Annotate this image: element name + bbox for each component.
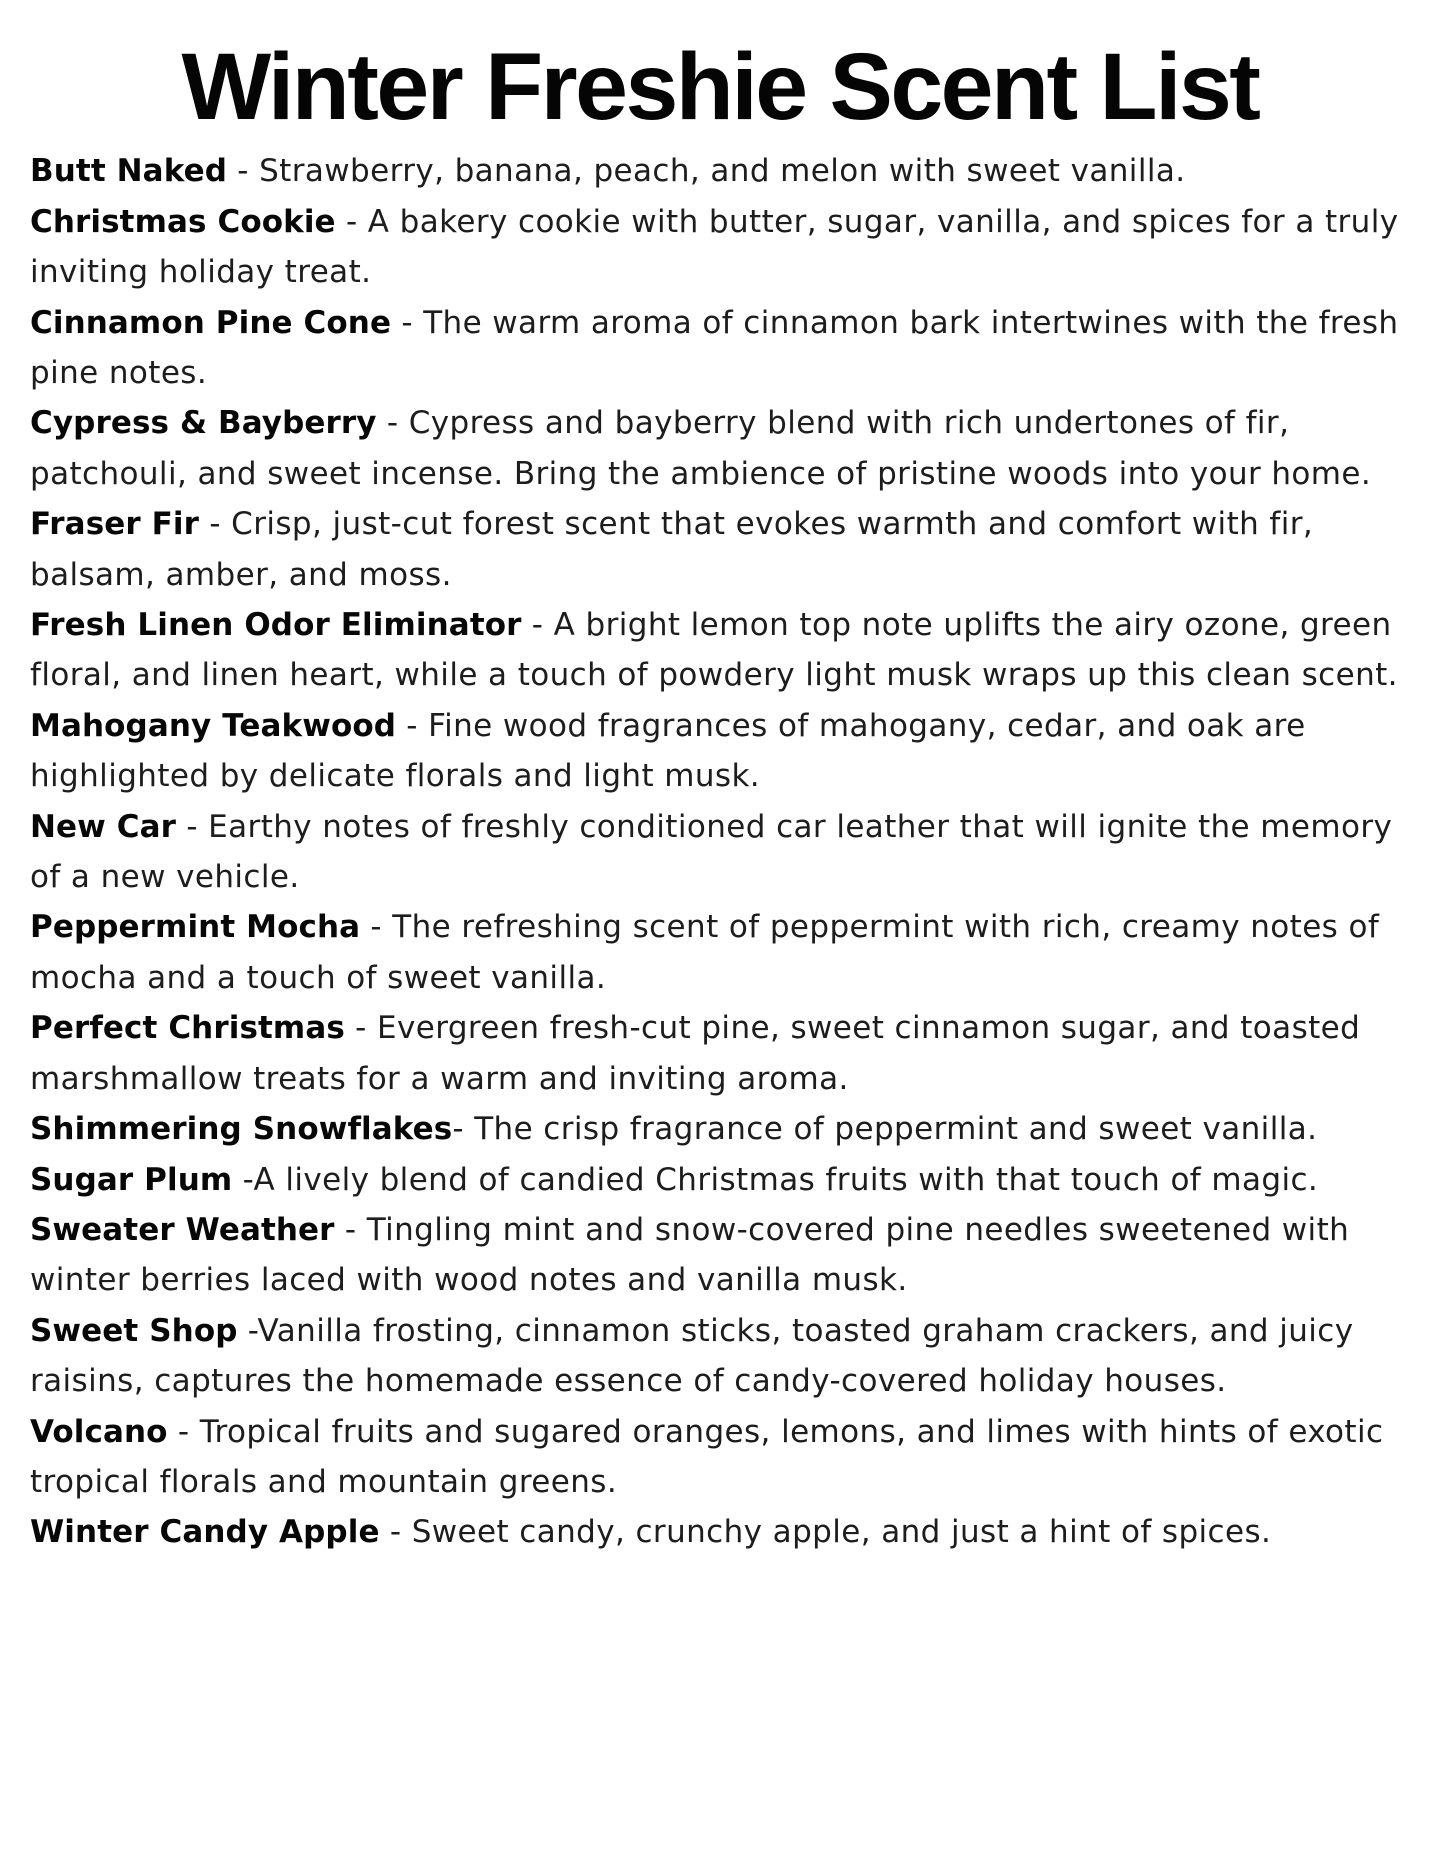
scent-entry <box>30 146 1410 196</box>
scent-entry <box>30 1003 1410 1104</box>
scent-name: Winter Candy Apple <box>30 1514 380 1551</box>
scent-entry <box>30 1507 1410 1557</box>
scent-list <box>30 146 1410 1557</box>
scent-name: Butt Naked <box>30 153 227 190</box>
scent-separator: - <box>452 1111 475 1148</box>
scent-name: Sugar Plum <box>30 1161 233 1198</box>
scent-entry <box>30 600 1410 701</box>
scent-entry <box>30 1306 1410 1407</box>
scent-description: The warm aroma of cinnamon bark intertwines with the fresh pine notes. <box>30 304 1399 392</box>
scent-description: Earthy notes of freshly conditioned car leather that will ignite the memory of a new vehicle. <box>30 808 1393 896</box>
scent-entry <box>30 298 1410 399</box>
scent-name: Peppermint Mocha <box>30 909 361 946</box>
scent-name: Perfect Christmas <box>30 1010 345 1047</box>
scent-name: Cinnamon Pine Cone <box>30 304 392 341</box>
scent-entry <box>30 701 1410 802</box>
scent-separator: - <box>376 405 409 442</box>
scent-name: New Car <box>30 808 177 845</box>
scent-separator: - <box>167 1413 200 1450</box>
scent-description: Fine wood fragrances of mahogany, cedar, and oak are highlighted by delicate florals and light musk. <box>30 707 1306 795</box>
scent-separator: - <box>391 304 424 341</box>
scent-entry <box>30 802 1410 903</box>
scent-separator: - <box>232 1161 254 1198</box>
scent-description: Vanilla frosting, cinnamon sticks, toasted graham crackers, and juicy raisins, captures the homemade essence of candy-covered holiday houses. <box>30 1312 1354 1400</box>
scent-name: Fraser Fir <box>30 506 200 543</box>
scent-description: A lively blend of candied Christmas fruits with that touch of magic. <box>253 1161 1319 1198</box>
scent-description: Cypress and bayberry blend with rich undertones of fir, patchouli, and sweet incense. Bring the ambience of pristine woods into your home. <box>30 405 1372 492</box>
scent-separator: - <box>335 203 368 240</box>
scent-name: Shimmering Snowflakes <box>30 1111 453 1148</box>
scent-separator: - <box>199 506 232 543</box>
scent-name: Fresh Linen Odor Eliminator <box>30 607 522 644</box>
scent-description: Crisp, just-cut forest scent that evokes warmth and comfort with fir, balsam, amber, and moss. <box>30 506 1314 593</box>
scent-separator: - <box>227 153 260 190</box>
scent-description: The crisp fragrance of peppermint and sweet vanilla. <box>474 1111 1318 1148</box>
scent-description: A bakery cookie with butter, sugar, vanilla, and spices for a truly inviting holiday treat. <box>30 203 1399 291</box>
scent-name: Volcano <box>30 1413 168 1450</box>
scent-description: Tingling mint and snow-covered pine needles sweetened with winter berries laced with wood notes and vanilla musk. <box>30 1211 1350 1299</box>
scent-separator: - <box>334 1211 367 1248</box>
scent-separator: - <box>237 1312 258 1349</box>
scent-separator: - <box>176 808 209 845</box>
scent-name: Cypress & Bayberry <box>30 405 377 442</box>
scent-name: Sweater Weather <box>30 1211 335 1248</box>
scent-entry <box>30 902 1410 1003</box>
scent-entry <box>30 499 1410 600</box>
scent-entry <box>30 398 1410 499</box>
scent-entry <box>30 197 1410 298</box>
scent-separator: - <box>344 1010 378 1047</box>
scent-entry <box>30 1155 1410 1205</box>
scent-description: A bright lemon top note uplifts the airy ozone, green floral, and linen heart, while a touch of powdery light musk wraps up this clean scent. <box>30 607 1398 694</box>
scent-description: Evergreen fresh-cut pine, sweet cinnamon sugar, and toasted marshmallow treats for a warm and inviting aroma. <box>30 1010 1361 1097</box>
scent-description: Strawberry, banana, peach, and melon with sweet vanilla. <box>259 153 1186 190</box>
scent-name: Sweet Shop <box>30 1312 238 1349</box>
scent-separator: - <box>521 607 554 644</box>
scent-entry <box>30 1407 1410 1508</box>
scent-entry <box>30 1104 1410 1154</box>
scent-name: Mahogany Teakwood <box>30 707 397 744</box>
page-title: Winter Freshie Scent List <box>181 34 1259 140</box>
scent-separator: - <box>379 1514 412 1551</box>
scent-separator: - <box>360 909 393 946</box>
scent-description: Tropical fruits and sugared oranges, lemons, and limes with hints of exotic tropical florals and mountain greens. <box>30 1413 1384 1500</box>
scent-entry <box>30 1205 1410 1306</box>
scent-description: The refreshing scent of peppermint with rich, creamy notes of mocha and a touch of sweet vanilla. <box>30 909 1380 996</box>
scent-description: Sweet candy, crunchy apple, and just a hint of spices. <box>411 1514 1272 1551</box>
scent-name: Christmas Cookie <box>30 203 336 240</box>
scent-separator: - <box>396 707 429 744</box>
